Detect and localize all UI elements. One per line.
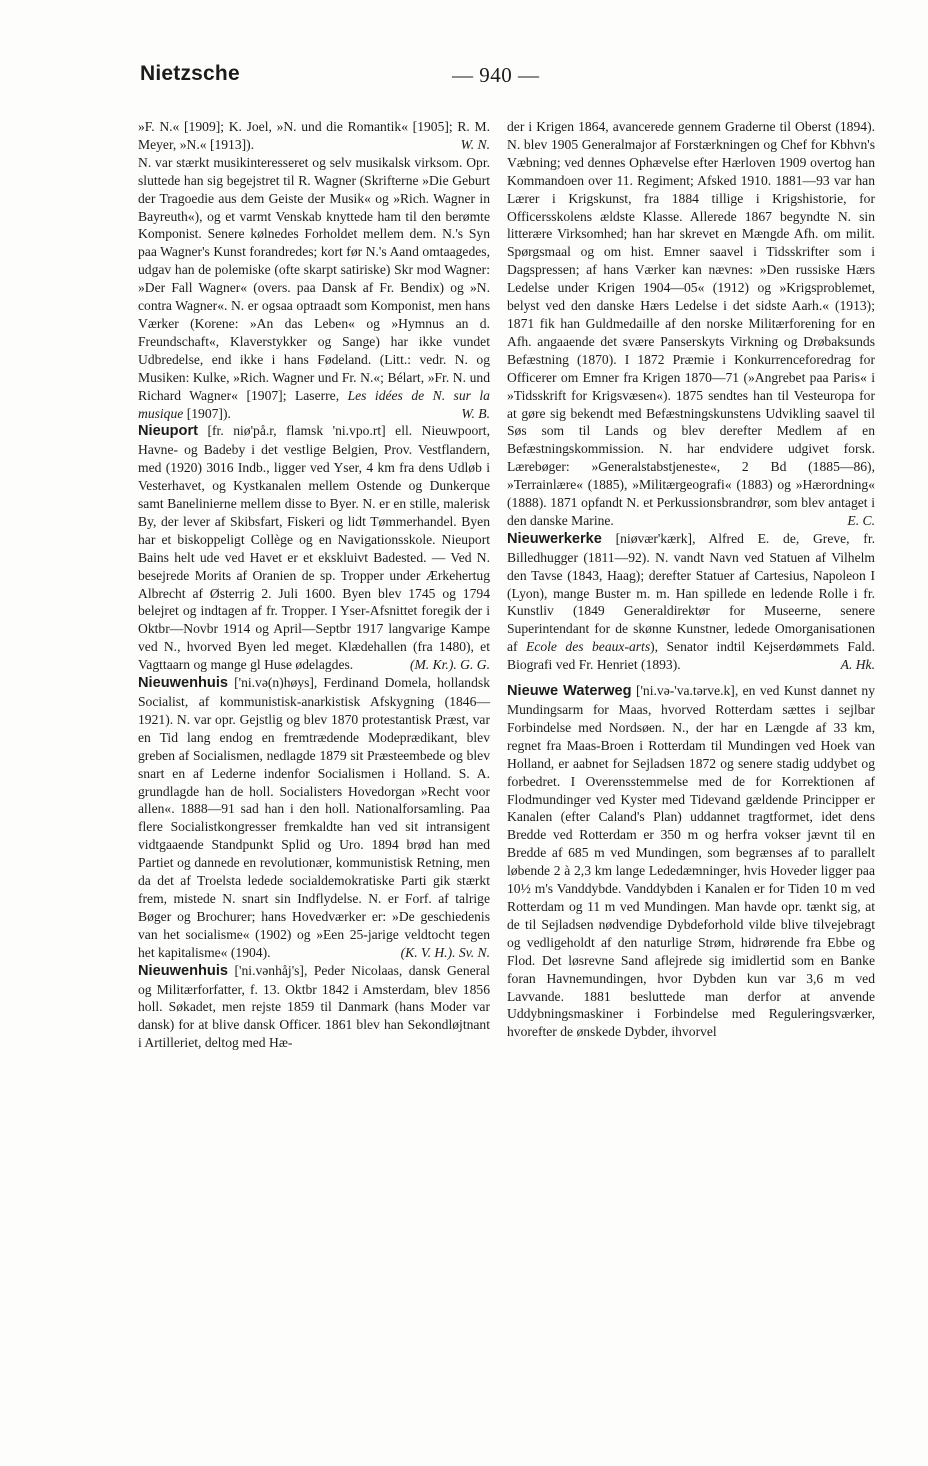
signature: (K. V. H.). Sv. N. <box>400 944 490 960</box>
signature: A. Hk. <box>840 657 875 673</box>
headword-nieuwenhuis: Nieuwenhuis <box>138 675 229 692</box>
headword-nieuwenhuis: Nieuwenhuis <box>138 962 229 979</box>
paragraph-nietzsche-music: N. var stærkt musikinteresseret og selv musikalsk virksom. Opr. sluttede han sig begejstret til R. Wagner (Skrifterne »Die Geburt der Tragoedie aus dem Geiste der Musik« og »Rich. Wagner in Bayreuth«), og et varmt Venskab knyttede ham til den berømte Komponist. Senere kølnedes Forholdet mellem dem. N.'s Syn paa Wagner's Kunst forandredes; kort før N.'s Aand omtaagedes, udgav han de polemiske (ofte skarpt satiriske) Skr mod Wagner: »Der Fall Wagner« (overs. paa Dansk af Fr. Bendix) og »N. contra Wagner«. N. er ogsaa optraadt som Komponist, men hans Værker (Korene: »An das Leben« og »Hymnus an d. Freundschaft«, Klaverstykker og Sange) har ikke vundet Udbredelse, end ikke i hans Fødeland. (Litt.: vedr. N. og Musiken: Kulke, »Rich. Wagner und Fr. N.«; Bélart, »Fr. N. und Richard Wagner« [1907]; Laserre, Les idées de N. sur la musique [1907]). W. B. <box>138 154 490 421</box>
column-divider <box>497 122 498 1344</box>
entry-nieuwenhuis-ferdinand: Nieuwenhuis ['ni.və(n)høys], Ferdinand Domela, hollandsk Socialist, af kommunistisk-anarkistisk Afskygning (1846—1921). N. var opr. Gejstlig og blev 1870 protestantisk Præst, var en Tid lang endog en fremtrædende Modeprædikant, blev greben af Socialismen, nedlagde 1879 sit Præsteembede og blev snart en af Lederne indenfor Socialismen i Holland. S. A. grundlagde han de holl. Socialisters Hovedorgan »Recht voor allen«. 1888—91 sad han i den holl. Nationalforsamling. Paa flere Socialistkongresser fremkaldte han ved sit intransigent vidtgaaende Standpunkt Splid og Uro. 1894 brød han med Partiet og dannede en revolutionær, kommunistisk Retning, men da det af Troelsta ledede socialdemokratiske Parti gik stærkt frem, mistede N. snart sin Indflydelse. N. er Forf. af talrige Bøger og Brochurer; hans Hovedværker er: »De geschiedenis van het socialisme« (1902) og »Een 25-jarige veldtocht tegen het kapitalisme« (1904). (K. V. H.). Sv. N. <box>138 675 490 960</box>
page-header <box>140 62 870 92</box>
entry-nieuport: Nieuport [fr. niø'på.r, flamsk 'ni.vpo.rt] ell. Nieuwpoort, Havne- og Badeby i det vestlige Belgien, Prov. Vestflandern, med (1920) 3016 Indb., ligger ved Yser, 4 km fra dens Udløb i Vesterhavet, og Kystkanalen mellem Ostende og Dunkerque samt Banelinierne mellem disse to Byer. N. er en stille, malerisk By, der lever af Skibsfart, Fiskeri og lidt Tømmerhandel. Byen har et biskoppeligt Collège og en Navigationsskole. Nieuport Bains helt ude ved Havet er et ekskluivt Badested. — Ved N. besejrede Morits af Oranien de sp. Tropper under Ærkehertug Albrecht af Østerrig 2. Juli 1600. Byen blev 1745 og 1794 belejret og indtagen af fr. Tropper. I Yser-Afsnittet foregik der i Oktbr—Novbr 1914 og April—Septbr 1917 langvarige Kampe ved N., hvorved Byen led meget. Klædehallen (fra 1480), et Vagttaarn og mange gl Huse ødelagdes. (M. Kr.). G. G. <box>138 423 490 673</box>
signature: E. C. <box>847 512 875 528</box>
signature: W. B. <box>461 405 490 421</box>
signature: (M. Kr.). G. G. <box>409 657 490 673</box>
right-column <box>507 118 875 1041</box>
page-number: — 940 — <box>452 63 540 87</box>
entry-nieuwe-waterweg: Nieuwe Waterweg ['ni.və-'va.tərve.k], en ved Kunst dannet ny Mundingsarm for Maas, hvorved Rotterdam sættes i sejlbar Forbindelse med Nordsøen. N., der har en Længde af 33 km, regnet fra Maas-Broen i Rotterdam til Mundingen ved Hoek van Holland, er aabnet for Sejladsen 1872 og senere stadig uddybet og forbedret. I Overensstemmelse med de for Korrektionen af Flodmundinger ved Kyster med Tidevand gældende Principper er Kanalen (efter Caland's Plan) uddannet tragtformet, idet dens Bredde ved Rotterdam er 350 m og herfra vokser jævnt til en Bredde af 685 m ved Mundingen, som begrænses af to parallelt løbende 2 à 2,3 km lange Lededæmninger, hvis Hoveder ligger paa 10½ m's Vanddybde. Vanddybden i Kanalen er for Tiden 10 m ved Rotterdam og 11 m ved Mundingen. Man havde opr. tænkt sig, at de til Sejladsen nødvendige Dybdeforhold vilde blive tilvejebragt og vedligeholdt af den naturlige Strøm, hidrørende fra Ebbe og Flod. Det løsrevne Sand aflejrede sig imidlertid som en Banke foran Havnemundingen, hvor Dybden kun var 3,6 m ved Lavvande. 1881 besluttede man derfor at anvende Uddybningsmaskiner i Forbindelse med Reguleringsværker, hvorefter de ønskede Dybder, ihvorvel <box>507 683 875 1040</box>
paragraph-nietzsche-lit: »F. N.« [1909]; K. Joel, »N. und die Romantik« [1905]; R. M. Meyer, »N.« [1913]). W. N. <box>138 119 490 152</box>
headword-nieuwe-waterweg: Nieuwe Waterweg <box>507 683 632 700</box>
headword-nieuport: Nieuport <box>138 423 198 440</box>
running-head: Nietzsche <box>140 62 240 85</box>
paragraph-nieuwenhuis-cont: der i Krigen 1864, avancerede gennem Graderne til Oberst (1894). N. blev 1905 Generalmajor af Forstærkningen og Chef for Kbhvn's Væbning; ved dennes Ophævelse efter Hærloven 1909 overtog han Kommandoen over 11. Regiment; Afsked 1910. 1881—93 var han Lærer i Krigskunst, fra 1884 tillige i Krigshistorie, for Officersskolens ældste Klasse. Allerede 1867 begyndte N. sin litterære Virksomhed; han har skrevet en Mængde Afh. om milit. Spørgsmaal og om hist. Emner saavel i Tidsskrifter som i Dagspressen; af hans Værker kan nævnes: »Den russiske Hærs Ledelse under Krigen 1904—05« (1912) og »Krigsproblemet, belyst ved den danske Hærs Ledelse i det sidste Aarh.« (1913); 1871 fik han Guldmedaille af den norske Militærforening for en Afh. angaaende det svære Panserskyts Virkning og Drøbaksunds Befæstning (1870). I 1872 Præmie i Konkurrenceforedrag for Officerer om Emner fra Krigen 1870—71 (»Angrebet paa Paris« i »Tidsskrift for Krigsvæsen«). 1875 sendtes han til Vesteuropa for at gøre sig bekendt med Befæstningskunstens Udvikling saavel til Søs som til Lands og blev derefter Medlem af en Befæstningskommission. N. har endvidere udgivet forsk. Lærebøger: »Generalstabstjeneste«, 2 Bd (1885—86), »Terrainlære« (1885), »Militærgeografi« (1883) og »Hærordning« (1888). 1871 opfandt N. et Perkussionsbrandrør, som blev antaget i den danske Marine. E. C. <box>507 119 875 528</box>
left-column <box>138 118 490 1052</box>
entry-nieuwerkerke: Nieuwerkerke [niøvær'kærk], Alfred E. de, Greve, fr. Billedhugger (1811—92). N. vandt Navn ved Statuen af Vilhelm den Tavse (1843, Haag); derefter Statuer af Cartesius, Napoleon I (Lyon), mange Buster m. m. Han spillede en ledende Rolle i fr. Kunstliv (1849 Generaldirektør for Museerne, senere Superintendant for de skønne Kunstner, ledede Omorganisationen af Ecole des beaux-arts), Senator indtil Kejserdømmets Fald. Biografi ved Fr. Henriet (1893). A. Hk. <box>507 530 875 673</box>
signature: W. N. <box>460 136 490 152</box>
headword-nieuwerkerke: Nieuwerkerke <box>507 530 602 547</box>
entry-nieuwenhuis-peder: Nieuwenhuis ['ni.vənhåj's], Peder Nicolaas, dansk General og Militærforfatter, f. 13. Oktbr 1842 i Amsterdam, blev 1856 holl. Søkadet, men rejste 1859 til Danmark (hans Moder var dansk) for at blive dansk Officer. 1861 blev han Sekondløjtnant i Artilleriet, deltog med Hæ- <box>138 962 490 1051</box>
